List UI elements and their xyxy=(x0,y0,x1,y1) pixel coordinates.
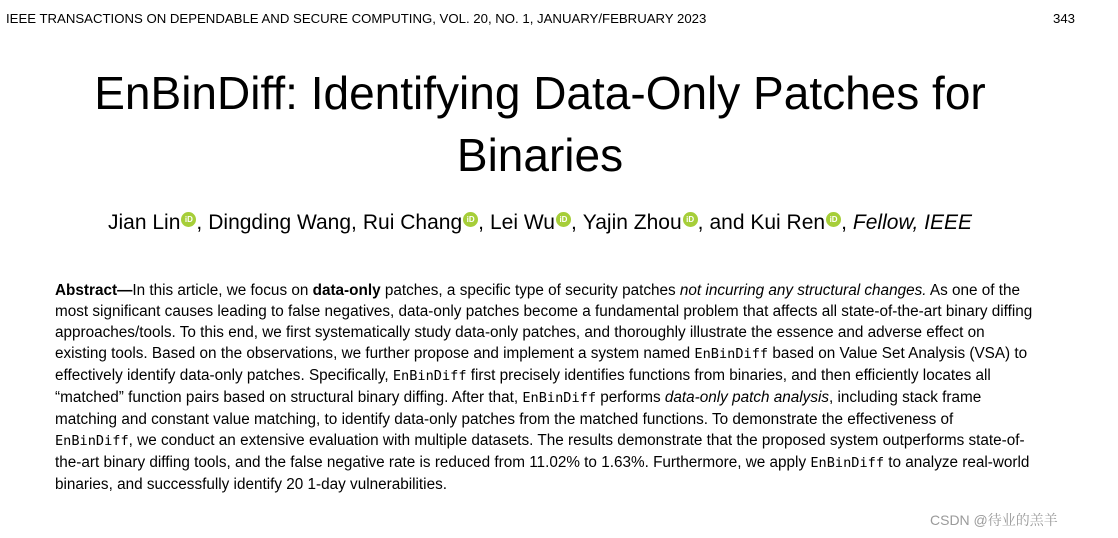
abstract-text: based on Value Set Analysis (VSA) to effectively identify data-only patches. Specifically, xyxy=(55,345,1028,384)
author-name: Jian Lin xyxy=(108,211,181,234)
system-name: EnBinDiff xyxy=(522,390,597,406)
title-line-1: EnBinDiff: Identifying Data-Only Patches for xyxy=(94,67,986,119)
abstract-label: Abstract xyxy=(55,282,118,299)
abstract-italic: data-only patch analysis xyxy=(664,389,830,406)
abstract-text: In this article, we focus on xyxy=(132,282,313,299)
page-number: 343 xyxy=(1053,11,1076,26)
abstract-text: to analyze real-world binaries, and successfully identify 20 1-day vulnerabilities. xyxy=(55,454,1030,493)
abstract xyxy=(55,280,1035,495)
author-name: and Kui Ren xyxy=(709,211,826,234)
abstract-text: performs xyxy=(596,389,665,406)
author-name: Lei Wu xyxy=(489,211,555,234)
author-name: Yajin Zhou xyxy=(582,211,682,234)
system-name: EnBinDiff xyxy=(55,433,129,449)
orcid-icon[interactable]: iD xyxy=(556,212,571,227)
abstract-italic: not incurring any structural changes. xyxy=(679,282,927,299)
orcid-icon[interactable]: iD xyxy=(683,212,698,227)
orcid-icon[interactable]: iD xyxy=(826,212,841,227)
abstract-text: patches, a specific type of security patches xyxy=(380,282,680,299)
abstract-text: As one of the most significant causes leading to false negatives, data-only patches become a fundamental problem that affects all state-of-the-art binary diffing approaches/tools. To this end, we first systematically study data-only patches, and thoroughly illustrate the essence and adverse effect on existing tools. Based on the observations, we further propose and implement a system named xyxy=(55,282,1033,362)
title-line-2: Binaries xyxy=(456,129,624,181)
abstract-text: first precisely identifies functions from binaries, and then efficiently locates all “matched” function pairs based on structural binary diffing. After that, xyxy=(55,367,991,406)
paper-title xyxy=(0,62,1080,186)
orcid-icon[interactable]: iD xyxy=(181,212,196,227)
running-head: IEEE TRANSACTIONS ON DEPENDABLE AND SECURE COMPUTING, VOL. 20, NO. 1, JANUARY/FEBRUARY 2023 xyxy=(6,11,707,26)
author-name: Dingding Wang xyxy=(208,211,352,234)
system-name: EnBinDiff xyxy=(810,455,885,471)
watermark: CSDN @待业的羔羊 xyxy=(930,512,1058,528)
author-name: Rui Chang xyxy=(362,211,463,234)
abstract-text: , we conduct an extensive evaluation with multiple datasets. The results demonstrate that the proposed system outperforms state-of-the-art binary diffing tools, and the false negative rate is reduced from 11.02% to 1.63%. Furthermore, we apply xyxy=(55,432,1025,471)
author-list: Jian Lin iD , Dingding Wang, Rui Chang iD , Lei Wu iD , Yajin Zhou iD , and Kui Ren iD , Fellow, IEEE xyxy=(108,211,972,234)
abstract-bold: data-only xyxy=(312,282,381,299)
system-name: EnBinDiff xyxy=(694,346,769,362)
system-name: EnBinDiff xyxy=(392,368,467,384)
abstract-text: , including stack frame matching and constant value matching, to identify data-only patches from the matched functions. To demonstrate the effectiveness of xyxy=(55,389,982,428)
abstract-dash: — xyxy=(117,282,133,299)
orcid-icon[interactable]: iD xyxy=(463,212,478,227)
author-title: Fellow, IEEE xyxy=(852,211,972,234)
